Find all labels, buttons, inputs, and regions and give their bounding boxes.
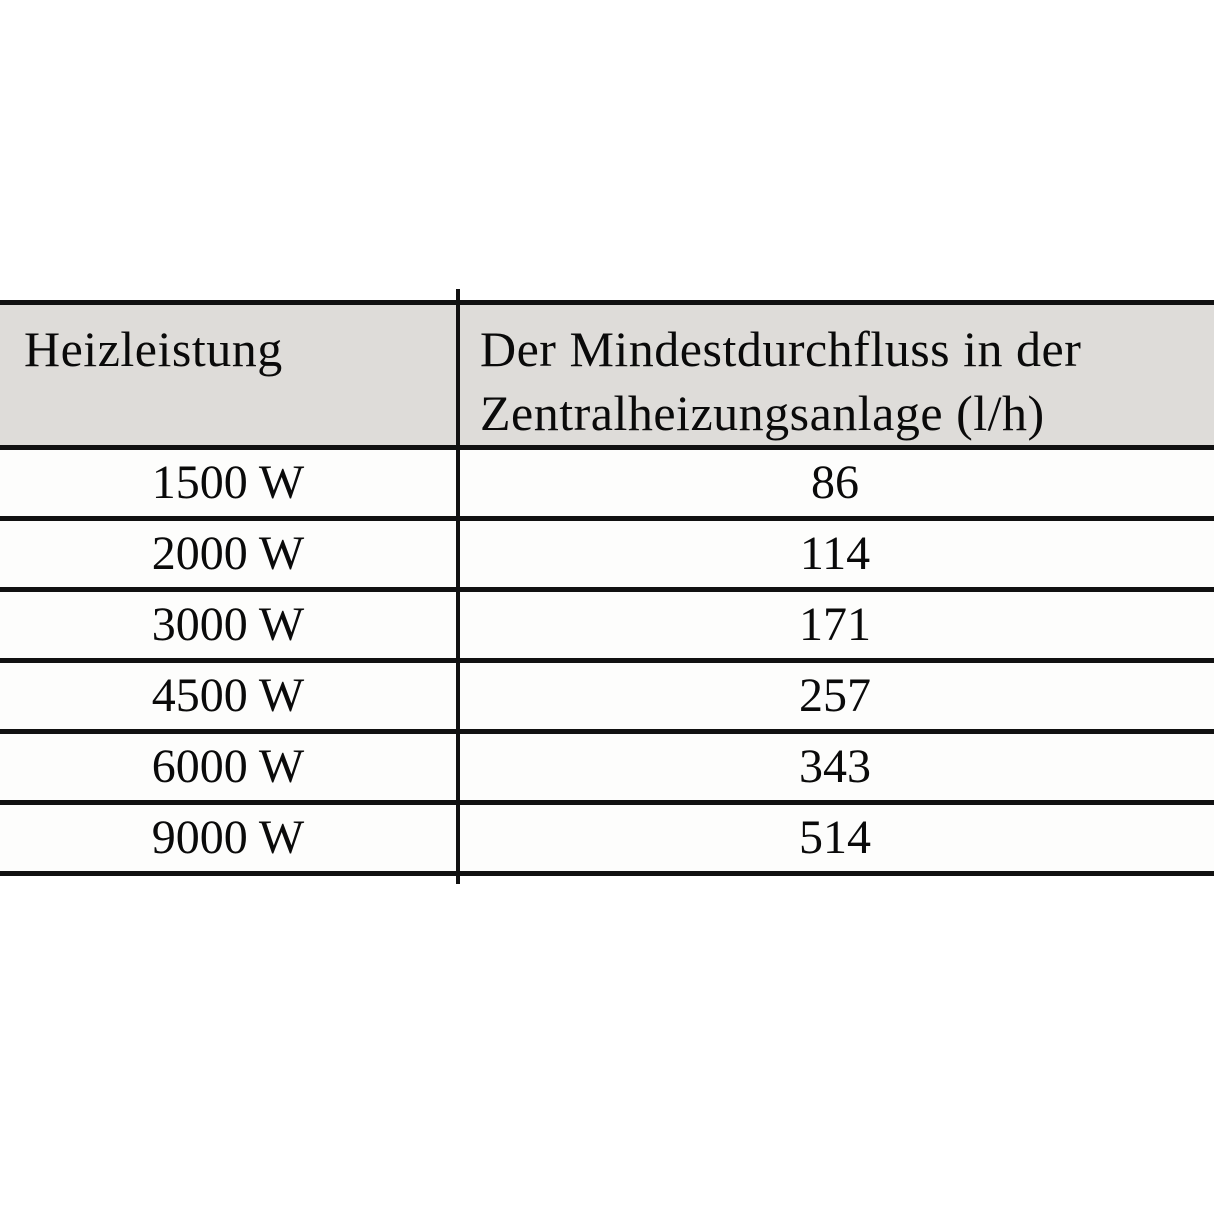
cell-flow: 257 xyxy=(799,669,871,722)
table-row xyxy=(0,592,1214,663)
table-row xyxy=(0,734,1214,805)
header-cell-mindestdurchfluss xyxy=(456,305,1214,445)
table-row xyxy=(0,521,1214,592)
table-row xyxy=(0,450,1214,521)
cell-flow: 514 xyxy=(799,811,871,864)
header-label-heizleistung: Heizleistung xyxy=(24,321,283,377)
cell-flow: 343 xyxy=(799,740,871,793)
table-header-row xyxy=(0,305,1214,450)
cell-power: 2000 W xyxy=(151,527,305,580)
cell-power: 9000 W xyxy=(151,811,305,864)
min-flow-table xyxy=(0,300,1214,876)
cell-power: 3000 W xyxy=(151,598,305,651)
table-row xyxy=(0,663,1214,734)
cell-flow: 171 xyxy=(799,598,871,651)
cell-power: 1500 W xyxy=(151,456,305,509)
column-divider-line xyxy=(456,289,460,884)
table-row xyxy=(0,805,1214,871)
cell-power: 6000 W xyxy=(151,740,305,793)
cell-flow: 114 xyxy=(799,527,871,580)
cell-flow: 86 xyxy=(811,456,859,509)
header-cell-heizleistung xyxy=(0,305,456,445)
cell-power: 4500 W xyxy=(151,669,305,722)
header-label-mindestdurchfluss: Der Mindestdurchfluss in der Zentralheizungsanlage (l/h) xyxy=(480,321,1082,441)
